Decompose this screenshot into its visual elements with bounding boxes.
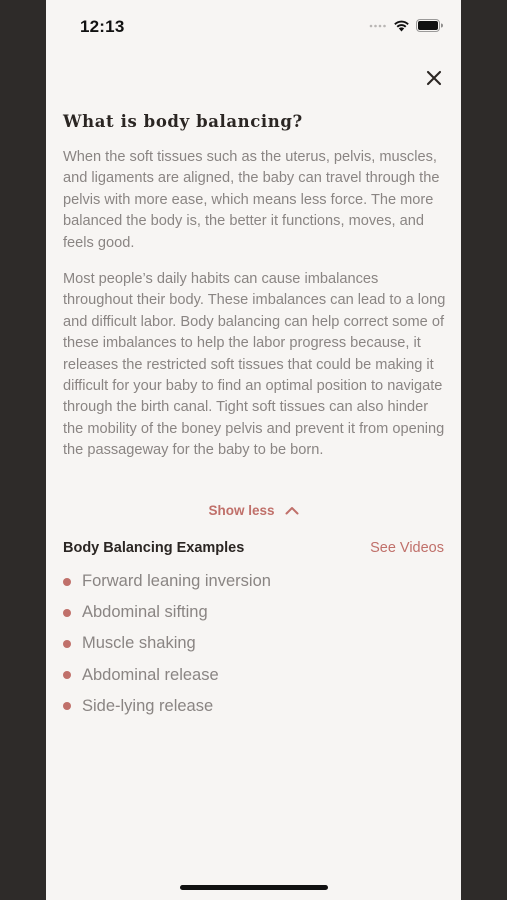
bullet-icon bbox=[63, 671, 71, 679]
battery-icon bbox=[416, 19, 443, 32]
description-paragraph: When the soft tissues such as the uterus, pelvis, muscles, and ligaments are aligned, the baby can travel through the pelvis with more ease, which means less force. The more balanced the body is, the better it functions, moves, and feels good. bbox=[63, 149, 440, 251]
bullet-icon bbox=[63, 702, 71, 710]
list-item-label: Side-lying release bbox=[82, 696, 214, 715]
chevron-up-icon bbox=[285, 506, 299, 515]
bullet-icon bbox=[63, 640, 71, 648]
list-item bbox=[63, 628, 271, 659]
examples-section-title: Body Balancing Examples bbox=[63, 540, 245, 556]
status-bar bbox=[46, 0, 461, 54]
close-icon bbox=[422, 66, 446, 90]
status-icons bbox=[369, 19, 443, 32]
list-item bbox=[63, 566, 271, 597]
bullet-icon bbox=[63, 578, 71, 586]
list-item-label: Abdominal sifting bbox=[82, 603, 208, 622]
modal-title: What is body balancing? bbox=[63, 112, 303, 131]
wifi-icon bbox=[393, 19, 410, 32]
list-item bbox=[63, 691, 271, 722]
show-less-button[interactable] bbox=[46, 503, 461, 518]
app-screen bbox=[46, 0, 461, 900]
list-item-label: Muscle shaking bbox=[82, 634, 196, 653]
list-item bbox=[63, 597, 271, 628]
description-paragraph: Most people’s daily habits can cause imbalances throughout their body. These imbalances can lead to a long and difficult labor. Body balancing can help correct some of these imbalances to help the labor progress because, it releases the restricted soft tissues that could be making it difficult for your baby to find an optimal position to navigate through the birth canal. Tight soft tissues can also hinder the mobility of the boney pelvis and prevent it from opening the passageway for the baby to be born. bbox=[63, 271, 446, 459]
list-item-label: Forward leaning inversion bbox=[82, 572, 271, 591]
bullet-icon bbox=[63, 609, 71, 617]
home-indicator[interactable] bbox=[180, 885, 328, 890]
cellular-icon bbox=[369, 23, 387, 29]
close-button[interactable] bbox=[422, 66, 446, 90]
list-item-label: Abdominal release bbox=[82, 665, 219, 684]
examples-list bbox=[63, 566, 271, 722]
see-videos-link[interactable]: See Videos bbox=[370, 540, 444, 556]
show-less-label: Show less bbox=[208, 503, 275, 518]
status-time: 12:13 bbox=[80, 17, 125, 36]
list-item bbox=[63, 660, 271, 691]
